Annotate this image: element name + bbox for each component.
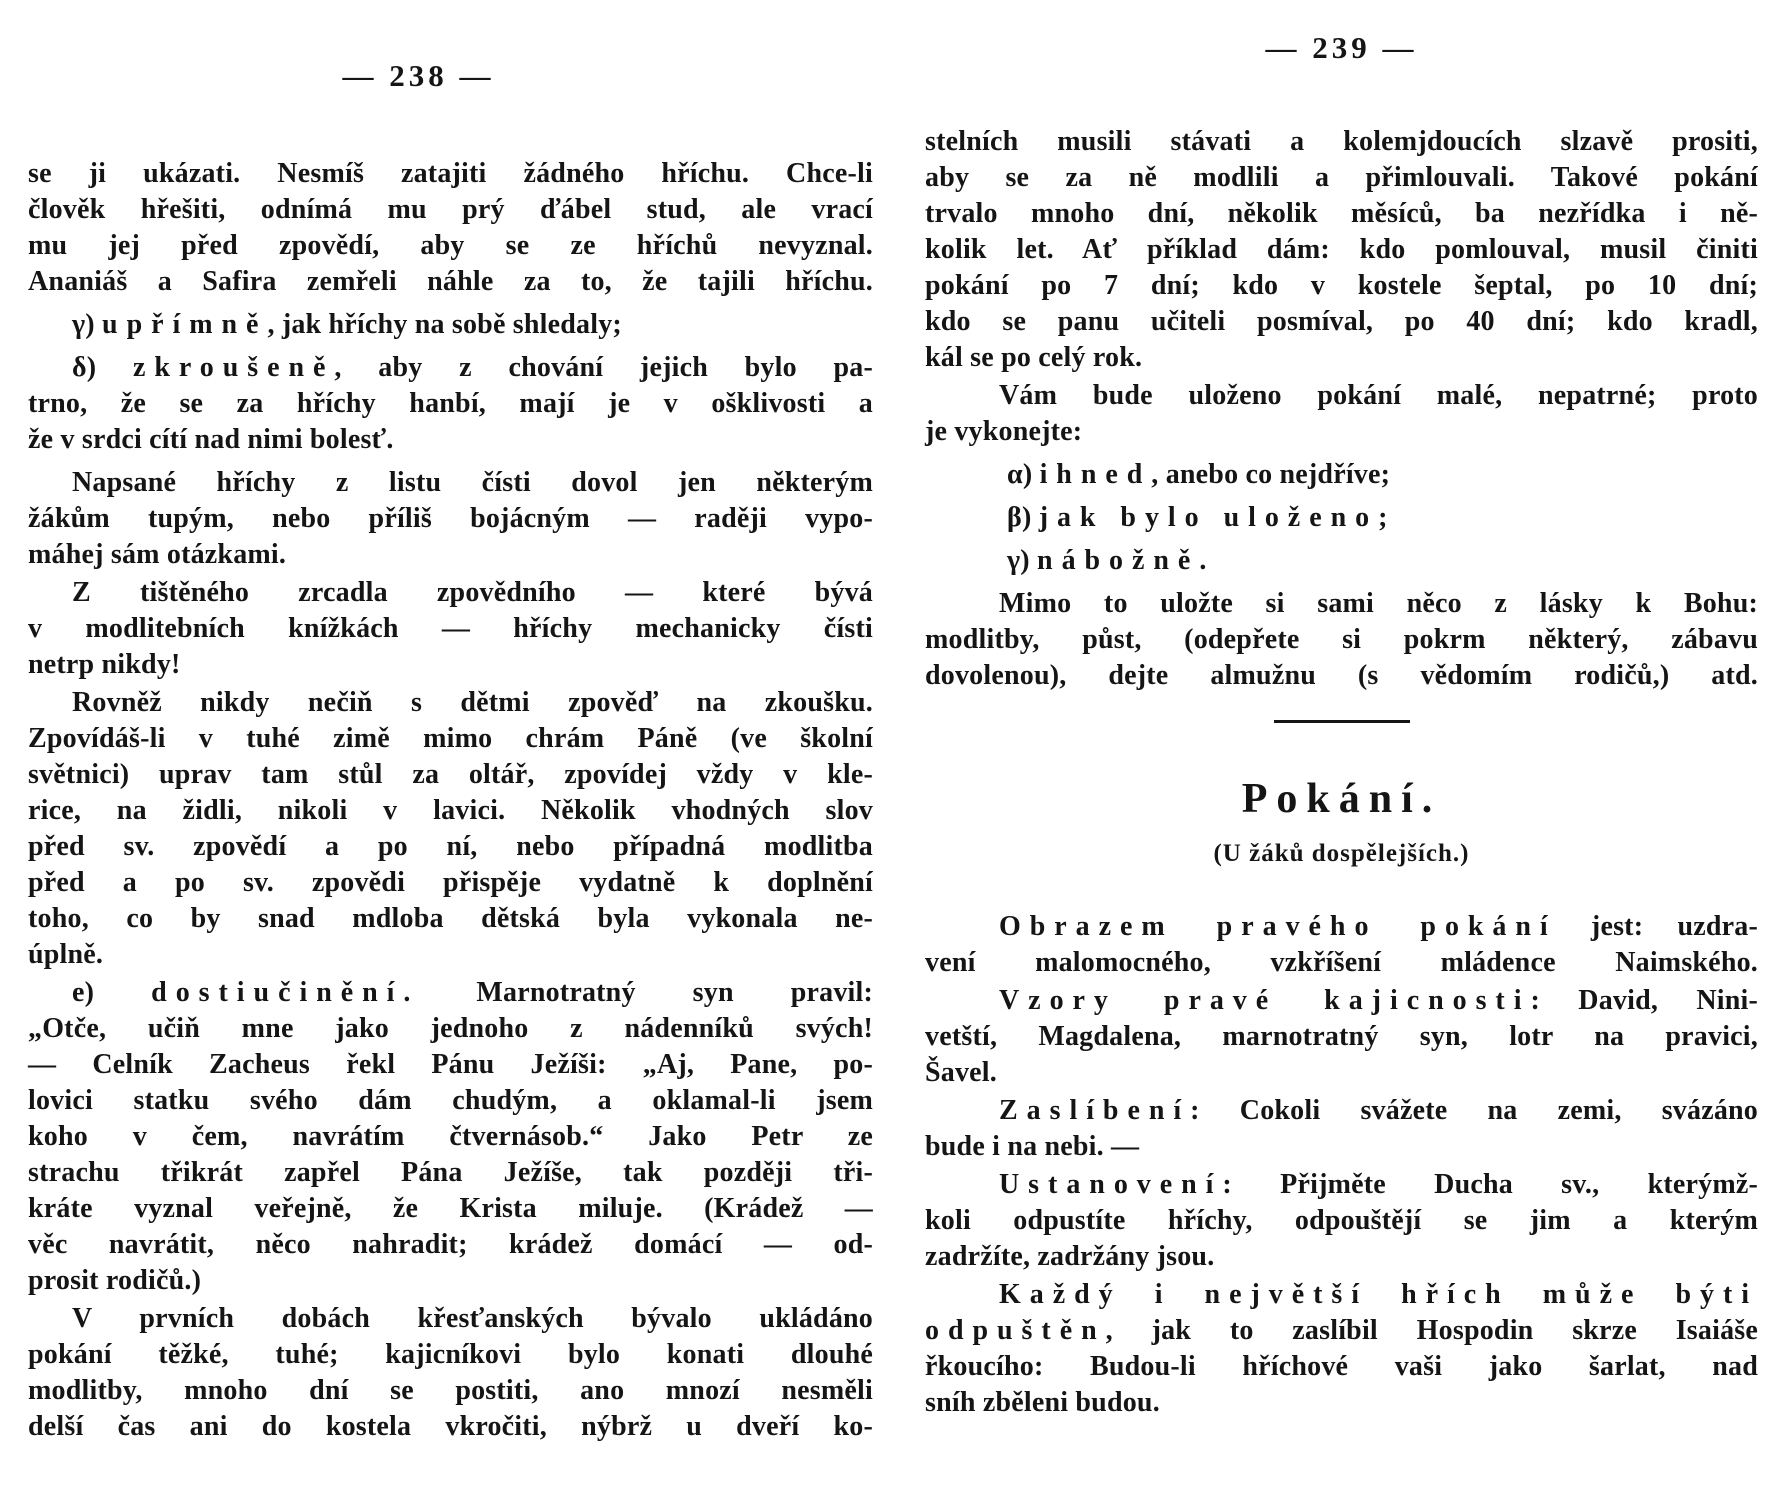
letterspaced-text: Každý i největší hřích může býti (999, 1279, 1758, 1310)
letterspaced-text: Ustanovení (999, 1169, 1223, 1200)
text-line: v modlitebních knížkách — hříchy mechanicky čísti (28, 613, 873, 644)
text-line: stelních musili stávati a kolemjdoucích slzavě prositi, (925, 126, 1758, 157)
text-line: se ji ukázati. Nesmíš zatajiti žádného hříchu. Chce-li (28, 158, 873, 189)
page-number-right: — 239 — (1265, 30, 1418, 65)
text-line: prosit rodičů.) (28, 1265, 202, 1296)
letterspaced-text: Zaslíbení (999, 1095, 1191, 1126)
text-line: lovici statku svého dám chudým, a oklamal-li jsem (28, 1085, 873, 1116)
paragraph (28, 350, 873, 458)
letterspaced-text: Obrazem pravého pokání (999, 911, 1557, 942)
text-line: dovolenou), dejte almužnu (s vědomím rodičů,) atd. (925, 660, 1758, 691)
text-line: γ) nábožně. (1007, 545, 1216, 576)
right-page-text (925, 124, 1758, 1421)
text-line: Rovněž nikdy nečiň s dětmi zpověď na zkoušku. (72, 687, 873, 718)
paragraph (925, 378, 1758, 450)
letterspaced-text: zkroušeně (132, 352, 335, 383)
text-line: že v srdci cítí nad nimi bolesť. (28, 424, 394, 455)
paragraph (925, 124, 1758, 376)
text-line: vení malomocného, vzkříšení mládence Naimského. (925, 947, 1758, 978)
text-line: koli odpustíte hříchy, odpouštějí se jim a kterým (925, 1205, 1758, 1236)
text-line: řkoucího: Budou-li hříchové vaši jako šarlat, nad (925, 1351, 1758, 1382)
text-line: netrp nikdy! (28, 649, 181, 680)
text-line: rice, na židli, nikoli v lavici. Několik vhodných slov (28, 795, 873, 826)
text-line: strachu třikrát zapřel Pána Ježíše, tak později tři- (28, 1157, 873, 1188)
text-line: aby se za ně modlili a přimlouvali. Takové pokání (925, 162, 1758, 193)
paragraph (925, 909, 1758, 981)
text-line: kál se po celý rok. (925, 342, 1143, 373)
letterspaced-text: Vzory pravé kajicnosti (999, 985, 1531, 1016)
paragraph (28, 1301, 873, 1445)
text-line: světnici) uprav tam stůl za oltář, zpovídej vždy v kle- (28, 759, 873, 790)
paragraph (28, 156, 873, 300)
text-line: mu jej před zpovědí, aby se ze hříchů nevyznal. (28, 230, 873, 261)
letterspaced-text: upřímně (102, 309, 268, 340)
text-line: pokání těžké, tuhé; kajicníkovi bylo konati dlouhé (28, 1339, 873, 1370)
text-line: trno, že se za hříchy hanbí, mají je v ošklivosti a (28, 388, 873, 419)
text-line: žákům tupým, nebo příliš bojácným — raději vypo- (28, 503, 873, 534)
paragraph (925, 457, 1758, 493)
text-line: zadržíte, zadržány jsou. (925, 1241, 1215, 1272)
text-line: máhej sám otázkami. (28, 539, 287, 570)
section-divider (1274, 720, 1410, 723)
text-line: „Otče, učiň mne jako jednoho z nádenníků svých! (28, 1013, 873, 1044)
text-line: Obrazem pravého pokání jest: uzdra- (999, 911, 1758, 942)
text-line: toho, co by snad mdloba dětská byla vykonala ne- (28, 903, 873, 934)
paragraph (925, 1167, 1758, 1275)
text-line: delší čas ani do kostela vkročiti, nýbrž u dveří ko- (28, 1411, 873, 1442)
paragraph (925, 1277, 1758, 1421)
text-line: Ananiáš a Safira zemřeli náhle za to, že tajili hříchu. (28, 266, 873, 297)
paragraph (925, 586, 1758, 694)
text-line: — Celník Zacheus řekl Pánu Ježíši: „Aj, Pane, po- (28, 1049, 873, 1080)
text-line: Šavel. (925, 1057, 997, 1088)
text-line: kráte vyznal veřejně, že Krista miluje. (Krádež — (28, 1193, 873, 1224)
text-line: Zpovídáš-li v tuhé zimě mimo chrám Páně (ve školní (28, 723, 873, 754)
text-line: koho v čem, navrátím čtvernásob.“ Jako Petr ze (28, 1121, 873, 1152)
section-title: Pokání. (1241, 776, 1442, 822)
page-column-left (28, 0, 873, 1447)
text-line: γ) upřímně, jak hříchy na sobě shledaly; (72, 309, 622, 340)
text-line: β) jak bylo uloženo; (1007, 502, 1388, 533)
text-line: odpuštěn, jak to zaslíbil Hospodin skrze Isaiáše (925, 1315, 1758, 1346)
text-line: kolik let. Ať příklad dám: kdo pomlouval, musil činiti (925, 234, 1758, 265)
text-line: Ustanovení: Přijměte Ducha sv., kterýmž- (999, 1169, 1758, 1200)
paragraph (925, 1093, 1758, 1165)
paragraph (28, 685, 873, 973)
text-line: kdo se panu učiteli posmíval, po 40 dní; kdo kradl, (925, 306, 1758, 337)
paragraph (28, 307, 873, 343)
text-line: δ) zkroušeně, aby z chování jejich bylo pa- (72, 352, 873, 383)
text-line: trvalo mnoho dní, několik měsíců, ba nezřídka i ně- (925, 198, 1758, 229)
text-line: Zaslíbení: Cokoli svážete na zemi, svázáno (999, 1095, 1758, 1126)
paragraph (28, 575, 873, 683)
text-line: vetští, Magdalena, marnotratný syn, lotr na pravici, (925, 1021, 1758, 1052)
text-line: věc navrátit, něco nahradit; krádež domácí — od- (28, 1229, 873, 1260)
paragraph (28, 975, 873, 1299)
text-line: V prvních dobách křesťanských bývalo ukládáno (72, 1303, 873, 1334)
letterspaced-text: dostiučinění. (151, 977, 420, 1008)
left-page-text (28, 156, 873, 1445)
text-line: člověk hřešiti, odnímá mu prý ďábel stud, ale vrací (28, 194, 873, 225)
text-line: sníh zběleni budou. (925, 1387, 1160, 1418)
paragraph (925, 983, 1758, 1091)
text-line: je vykonejte: (925, 416, 1083, 447)
text-line: Napsané hříchy z listu čísti dovol jen některým (72, 467, 873, 498)
text-line (925, 1277, 1758, 1313)
text-line: před sv. zpovědí a po ní, nebo případná modlitba (28, 831, 873, 862)
text-line: e) dostiučinění. Marnotratný syn pravil: (72, 977, 874, 1008)
section-subtitle: (U žáků dospělejších.) (1213, 840, 1470, 867)
paragraph (925, 500, 1758, 536)
text-line: Mimo to uložte si sami něco z lásky k Bohu: (999, 588, 1758, 619)
text-line: α) ihned, anebo co nejdříve; (1007, 459, 1391, 490)
text-line: před a po sv. zpovědi přispěje vydatně k doplnění (28, 867, 873, 898)
letterspaced-text: jak bylo uloženo (1038, 502, 1379, 533)
text-line: pokání po 7 dní; kdo v kostele šeptal, po 10 dní; (925, 270, 1758, 301)
page-column-right (925, 0, 1758, 1423)
paragraph (28, 465, 873, 573)
letterspaced-text: ihned (1039, 459, 1152, 490)
text-line: Z tištěného zrcadla zpovědního — které bývá (72, 577, 873, 608)
text-line: Vám bude uloženo pokání malé, nepatrné; proto (999, 380, 1758, 411)
text-line: Vzory pravé kajicnosti: David, Nini- (999, 985, 1758, 1016)
paragraph (925, 543, 1758, 579)
text-line: modlitby, mnoho dní se postiti, ano mnozí nesměli (28, 1375, 873, 1406)
text-line: bude i na nebi. — (925, 1131, 1140, 1162)
text-line: úplně. (28, 939, 104, 970)
text-line: modlitby, půst, (odepřete si pokrm některý, zábavu (925, 624, 1758, 655)
letterspaced-text: odpuštěn (925, 1315, 1106, 1346)
page-number-left: — 238 — (342, 58, 495, 93)
letterspaced-text: nábožně. (1037, 545, 1216, 576)
